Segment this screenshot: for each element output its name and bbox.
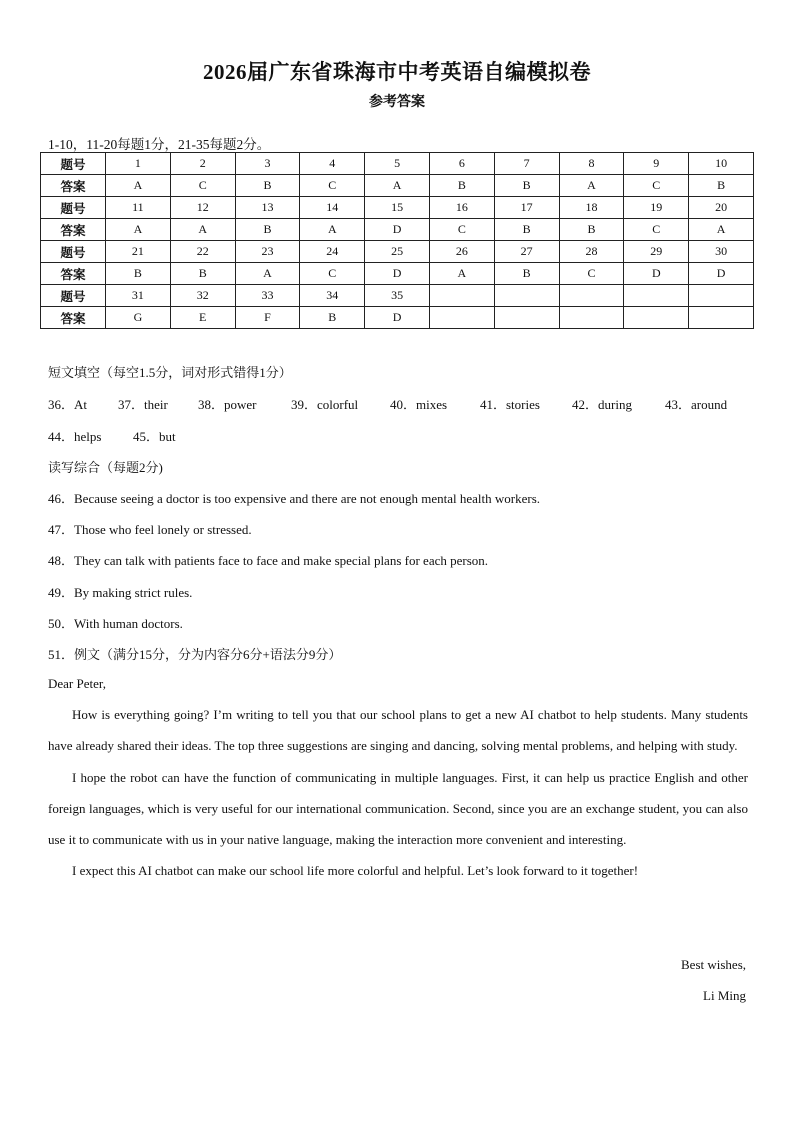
table-cell: 33 <box>235 285 300 307</box>
table-cell: B <box>429 175 494 197</box>
letter-signature: Li Ming <box>703 988 746 1003</box>
answer-49: 49．By making strict rules. <box>48 585 193 600</box>
table-cell <box>559 307 624 329</box>
fill-in-heading: 短文填空（每空1.5分，词对形式错得1分） <box>48 365 292 380</box>
table-cell <box>494 285 559 307</box>
table-row <box>41 219 754 241</box>
table-cell: 30 <box>689 241 754 263</box>
table-row <box>41 241 754 263</box>
table-cell: A <box>235 263 300 285</box>
table-cell: 15 <box>365 197 430 219</box>
row-label: 题号 <box>41 285 106 307</box>
table-cell: 28 <box>559 241 624 263</box>
table-cell: 14 <box>300 197 365 219</box>
answer-51-heading: 51．例文（满分15分，分为内容分6分+语法分9分） <box>48 647 342 662</box>
table-cell: C <box>624 219 689 241</box>
table-cell: 2 <box>170 153 235 175</box>
scoring-note: 1-10，11-20每题1分，21-35每题2分。 <box>48 137 271 152</box>
table-cell: 6 <box>429 153 494 175</box>
table-cell: 9 <box>624 153 689 175</box>
fill-in-row-1 <box>48 394 748 412</box>
answer-48: 48．They can talk with patients face to face and make special plans for each person. <box>48 553 489 568</box>
letter-paragraph: How is everything going? I’m writing to tell you that our school plans to get a new AI chatbot to help students. Many students have already shared their ideas. The top three suggestions are singing and dancing, solving mental problems, and helping with study. <box>48 707 748 754</box>
answer-table <box>40 152 754 329</box>
table-cell <box>689 285 754 307</box>
table-cell: A <box>300 219 365 241</box>
table-cell: A <box>170 219 235 241</box>
table-cell <box>429 285 494 307</box>
table-cell: C <box>624 175 689 197</box>
table-cell: C <box>300 263 365 285</box>
table-cell: 18 <box>559 197 624 219</box>
table-row <box>41 285 754 307</box>
table-cell: B <box>689 175 754 197</box>
fill-in-row-2 <box>48 426 748 444</box>
table-cell: D <box>365 263 430 285</box>
table-cell: 3 <box>235 153 300 175</box>
table-cell: D <box>365 219 430 241</box>
table-row <box>41 197 754 219</box>
letter-greeting: Dear Peter, <box>48 676 106 691</box>
table-cell: 35 <box>365 285 430 307</box>
fill-in-answer: 42．during <box>572 397 632 412</box>
table-cell: A <box>429 263 494 285</box>
table-cell <box>429 307 494 329</box>
table-cell: 22 <box>170 241 235 263</box>
table-cell: B <box>235 175 300 197</box>
row-label: 答案 <box>41 263 106 285</box>
fill-in-answer: 37．their <box>118 397 168 412</box>
table-cell: 27 <box>494 241 559 263</box>
row-label: 答案 <box>41 175 106 197</box>
table-cell: 23 <box>235 241 300 263</box>
table-cell: 5 <box>365 153 430 175</box>
table-cell: 32 <box>170 285 235 307</box>
table-cell: 31 <box>106 285 171 307</box>
table-cell: 25 <box>365 241 430 263</box>
table-cell: B <box>106 263 171 285</box>
row-label: 题号 <box>41 197 106 219</box>
table-cell: 10 <box>689 153 754 175</box>
fill-in-answer: 36．At <box>48 397 88 412</box>
table-cell: D <box>689 263 754 285</box>
table-cell: 26 <box>429 241 494 263</box>
table-cell: D <box>624 263 689 285</box>
table-cell: B <box>235 219 300 241</box>
table-cell: E <box>170 307 235 329</box>
table-cell: A <box>559 175 624 197</box>
table-cell: C <box>429 219 494 241</box>
table-cell: 19 <box>624 197 689 219</box>
table-cell: 7 <box>494 153 559 175</box>
table-cell: 20 <box>689 197 754 219</box>
table-cell: 29 <box>624 241 689 263</box>
row-label: 题号 <box>41 241 106 263</box>
table-cell: A <box>365 175 430 197</box>
fill-in-answer: 44．helps <box>48 429 102 444</box>
page-subtitle: 参考答案 <box>369 95 425 110</box>
page-title: 2026届广东省珠海市中考英语自编模拟卷 <box>203 60 591 84</box>
fill-in-answer: 45．but <box>133 429 176 444</box>
fill-in-answer: 43．around <box>665 397 728 412</box>
fill-in-answer: 40．mixes <box>390 397 448 412</box>
table-row <box>41 307 754 329</box>
table-cell: 16 <box>429 197 494 219</box>
table-cell: B <box>559 219 624 241</box>
table-row <box>41 175 754 197</box>
table-cell: C <box>300 175 365 197</box>
table-cell: 13 <box>235 197 300 219</box>
table-cell: C <box>170 175 235 197</box>
table-cell: B <box>300 307 365 329</box>
table-cell: 34 <box>300 285 365 307</box>
letter-body <box>48 699 748 887</box>
table-cell <box>689 307 754 329</box>
table-cell <box>559 285 624 307</box>
fill-in-answer: 39．colorful <box>291 397 359 412</box>
table-cell: 4 <box>300 153 365 175</box>
table-cell: C <box>559 263 624 285</box>
table-cell: D <box>365 307 430 329</box>
answer-50: 50．With human doctors. <box>48 616 183 631</box>
row-label: 答案 <box>41 219 106 241</box>
letter-closing: Best wishes, <box>681 957 746 972</box>
table-row <box>41 153 754 175</box>
table-cell: A <box>689 219 754 241</box>
table-cell: F <box>235 307 300 329</box>
table-cell: B <box>494 175 559 197</box>
table-cell: B <box>170 263 235 285</box>
row-label: 答案 <box>41 307 106 329</box>
table-cell: B <box>494 263 559 285</box>
fill-in-answer: 41．stories <box>480 397 540 412</box>
table-cell: A <box>106 219 171 241</box>
reading-writing-heading: 读写综合（每题2分) <box>48 460 163 475</box>
table-cell <box>624 285 689 307</box>
table-cell <box>624 307 689 329</box>
table-cell: 21 <box>106 241 171 263</box>
table-cell: 1 <box>106 153 171 175</box>
table-cell: 12 <box>170 197 235 219</box>
answer-47: 47．Those who feel lonely or stressed. <box>48 522 252 537</box>
table-cell: 8 <box>559 153 624 175</box>
letter-paragraph: I expect this AI chatbot can make our school life more colorful and helpful. Let’s look forward to it together! <box>72 863 639 879</box>
table-cell: 11 <box>106 197 171 219</box>
row-label: 题号 <box>41 153 106 175</box>
table-row <box>41 263 754 285</box>
table-cell: G <box>106 307 171 329</box>
fill-in-answer: 38．power <box>198 397 257 412</box>
table-cell: 24 <box>300 241 365 263</box>
table-cell: A <box>106 175 171 197</box>
table-cell <box>494 307 559 329</box>
table-cell: B <box>494 219 559 241</box>
letter-paragraph: I hope the robot can have the function of communicating in multiple languages. First, it can help us practice English and other foreign languages, which is very useful for our international communication. Second, since you are an exchange student, you can also use it to communicate with us in your native language, making the interaction more convenient and interesting. <box>48 769 748 848</box>
table-cell: 17 <box>494 197 559 219</box>
answer-46: 46．Because seeing a doctor is too expensive and there are not enough mental health workers. <box>48 491 541 506</box>
